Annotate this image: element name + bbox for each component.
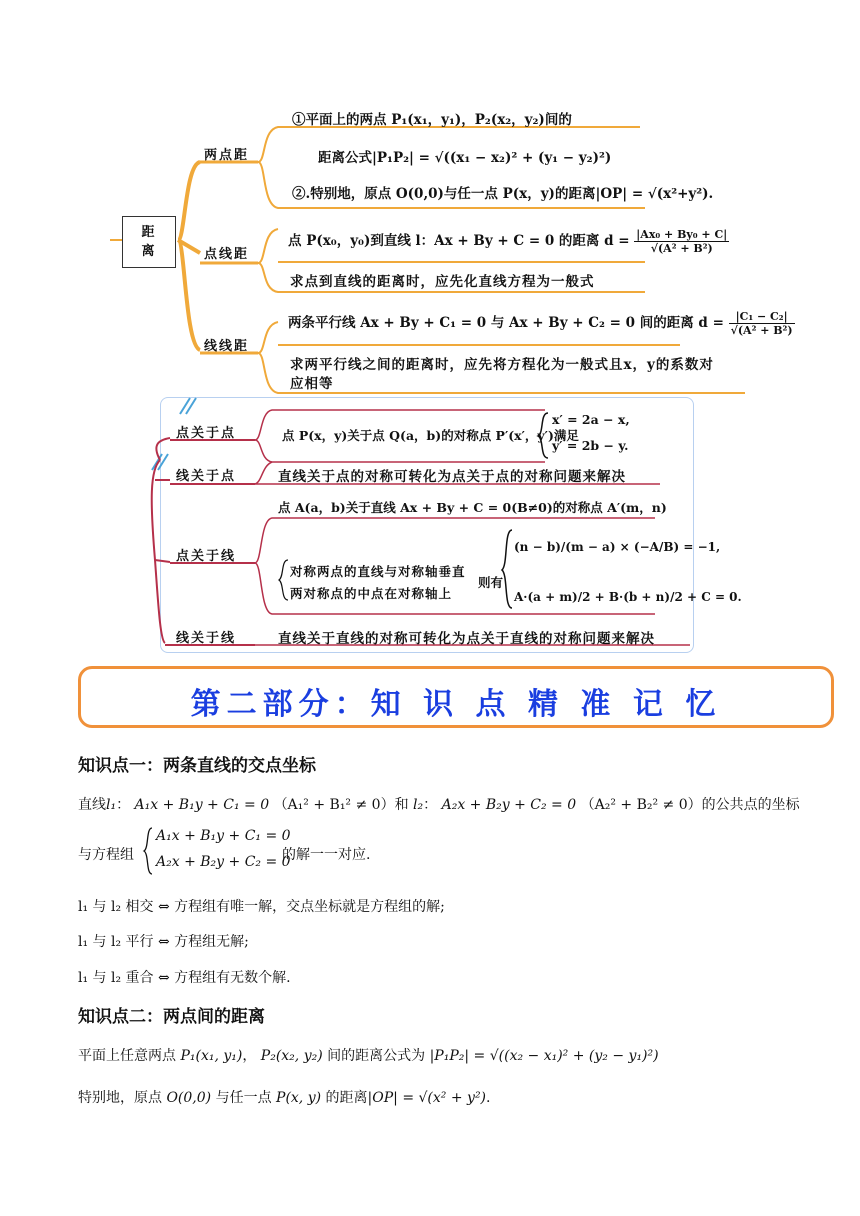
s1-line2-text-b: 的解一一对应.: [282, 847, 371, 863]
point-line-text-2: 求点到直线的距离时，应先化直线方程为一般式: [290, 274, 595, 290]
s1-system-eq1: A₁x + B₁y + C₁ = 0: [156, 828, 291, 844]
section2-line2: [78, 1087, 490, 1107]
point-about-point-text: 点 P(x，y)关于点 Q(a，b)的对称点 P′(x′，y′)满足: [282, 428, 579, 443]
s2-l1-text-c: 间的距离公式为: [327, 1048, 426, 1064]
two-point-text-1: ①平面上的两点 P₁(x₁，y₁)，P₂(x₂，y₂)间的: [292, 112, 572, 128]
s2-l2-text-d: .: [486, 1090, 491, 1106]
s2-p2: P₂(x₂, y₂): [260, 1048, 323, 1064]
s1-line2-text-a: 与方程组: [78, 847, 134, 863]
branch-line-about-point: 线关于点: [176, 469, 237, 484]
s2-l2-text-c: 的距离: [325, 1090, 368, 1106]
s1-l1-text-a: 直线: [78, 797, 106, 813]
section2-line1: [78, 1045, 659, 1065]
branch-point-about-point: 点关于点: [176, 426, 237, 441]
line-about-point-text: 直线关于点的对称可转化为点关于点的对称问题来解决: [278, 469, 626, 485]
s1-eq2: A₂x + B₂y + C₂ = 0: [441, 797, 577, 813]
point-line-denominator: √(A² + B²): [650, 242, 713, 255]
point-about-point-eq1: x′ = 2a − x,: [552, 412, 630, 427]
s1-l1-symbol: l₁: [106, 797, 117, 813]
two-point-text-2: 距离公式|P₁P₂| = √((x₁ − x₂)² + (y₁ − y₂)²): [318, 150, 612, 166]
line-line-text-2b: 应相等: [290, 376, 334, 392]
point-line-formula: 点 P(x₀，y₀)到直线 l：Ax + By + C = 0 的距离 d =: [288, 233, 630, 249]
point-about-line-eq1: (n − b)/(m − a) × (−A/B) = −1,: [514, 540, 721, 554]
line-about-line-text: 直线关于直线的对称可转化为点关于直线的对称问题来解决: [278, 631, 655, 647]
branch-point-about-line: 点关于线: [176, 549, 237, 564]
point-line-numerator: |Ax₀ + By₀ + C|: [636, 228, 728, 241]
s2-l2-text-b: 与任一点: [215, 1090, 272, 1106]
s2-l2-text-a: 特别地，原点: [78, 1090, 162, 1106]
s1-cond2: （A₂² + B₂² ≠ 0）的公共点的坐标: [580, 797, 800, 813]
branch-two-point: 两点距: [204, 148, 250, 163]
banner-title: 第二部分：知 识 点 精 准 记 忆: [190, 687, 722, 722]
two-point-text-3: ②.特别地，原点 O(0,0)与任一点 P(x，y)的距离|OP| = √(x²+y²).: [292, 186, 714, 202]
s2-p1: P₁(x₁, y₁): [180, 1048, 243, 1064]
section1-item1: l₁ 与 l₂ 相交 ⇔ 方程组有唯一解，交点坐标就是方程组的解;: [78, 899, 445, 915]
point-about-line-then: 则有: [478, 575, 504, 590]
section1-item2: l₁ 与 l₂ 平行 ⇔ 方程组无解;: [78, 934, 249, 950]
s1-l1-text-d: ：: [423, 797, 438, 813]
s1-l1-text-b: ：: [116, 797, 131, 813]
branch-line-line: 线线距: [204, 339, 250, 354]
s1-cond1: （A₁² + B₁² ≠ 0）和: [273, 797, 409, 813]
s2-l1-text-a: 平面上任意两点: [78, 1048, 176, 1064]
section-banner: [78, 666, 834, 728]
point-about-line-eq2: A·(a + m)/2 + B·(b + n)/2 + C = 0.: [514, 590, 742, 604]
s2-point: P(x, y): [276, 1090, 322, 1106]
mindmap-root-label: 距离: [141, 225, 157, 259]
s2-distance-formula: |P₁P₂| = √((x₂ − x₁)² + (y₂ − y₁)²): [429, 1048, 659, 1064]
line-line-numerator: |C₁ − C₂|: [729, 310, 795, 324]
section2-heading: 知识点二：两点间的距离: [78, 1007, 265, 1027]
section1-heading: 知识点一：两条直线的交点坐标: [78, 756, 316, 776]
s1-system-eq2: A₂x + B₂y + C₂ = 0: [156, 854, 291, 870]
system-brace-icon: [142, 826, 154, 876]
s1-eq1: A₁x + B₁y + C₁ = 0: [134, 797, 270, 813]
point-about-line-cond1: 对称两点的直线与对称轴垂直: [290, 564, 466, 579]
branch-line-about-line: 线关于线: [176, 631, 237, 646]
s2-l1-text-b: ，: [242, 1048, 257, 1064]
s2-op-formula: |OP| = √(x² + y²): [367, 1090, 487, 1106]
s2-origin: O(0,0): [166, 1090, 212, 1106]
section1-line1: [78, 794, 800, 814]
point-about-point-eq2: y′ = 2b − y.: [552, 438, 629, 453]
branch-point-line: 点线距: [204, 247, 250, 262]
point-about-line-cond2: 两对称点的中点在对称轴上: [290, 586, 453, 601]
line-line-denominator: √(A² + B²): [730, 324, 793, 337]
s1-l2-symbol: l₂: [413, 797, 424, 813]
section1-item3: l₁ 与 l₂ 重合 ⇔ 方程组有无数个解.: [78, 970, 291, 986]
line-line-text-2a: 求两平行线之间的距离时，应先将方程化为一般式且x，y的系数对: [290, 357, 714, 373]
point-about-line-text: 点 A(a，b)关于直线 Ax + By + C = 0(B≠0)的对称点 A′(m，n): [278, 500, 667, 515]
line-line-formula: 两条平行线 Ax + By + C₁ = 0 与 Ax + By + C₂ = 0 间的距离 d =: [288, 315, 724, 331]
